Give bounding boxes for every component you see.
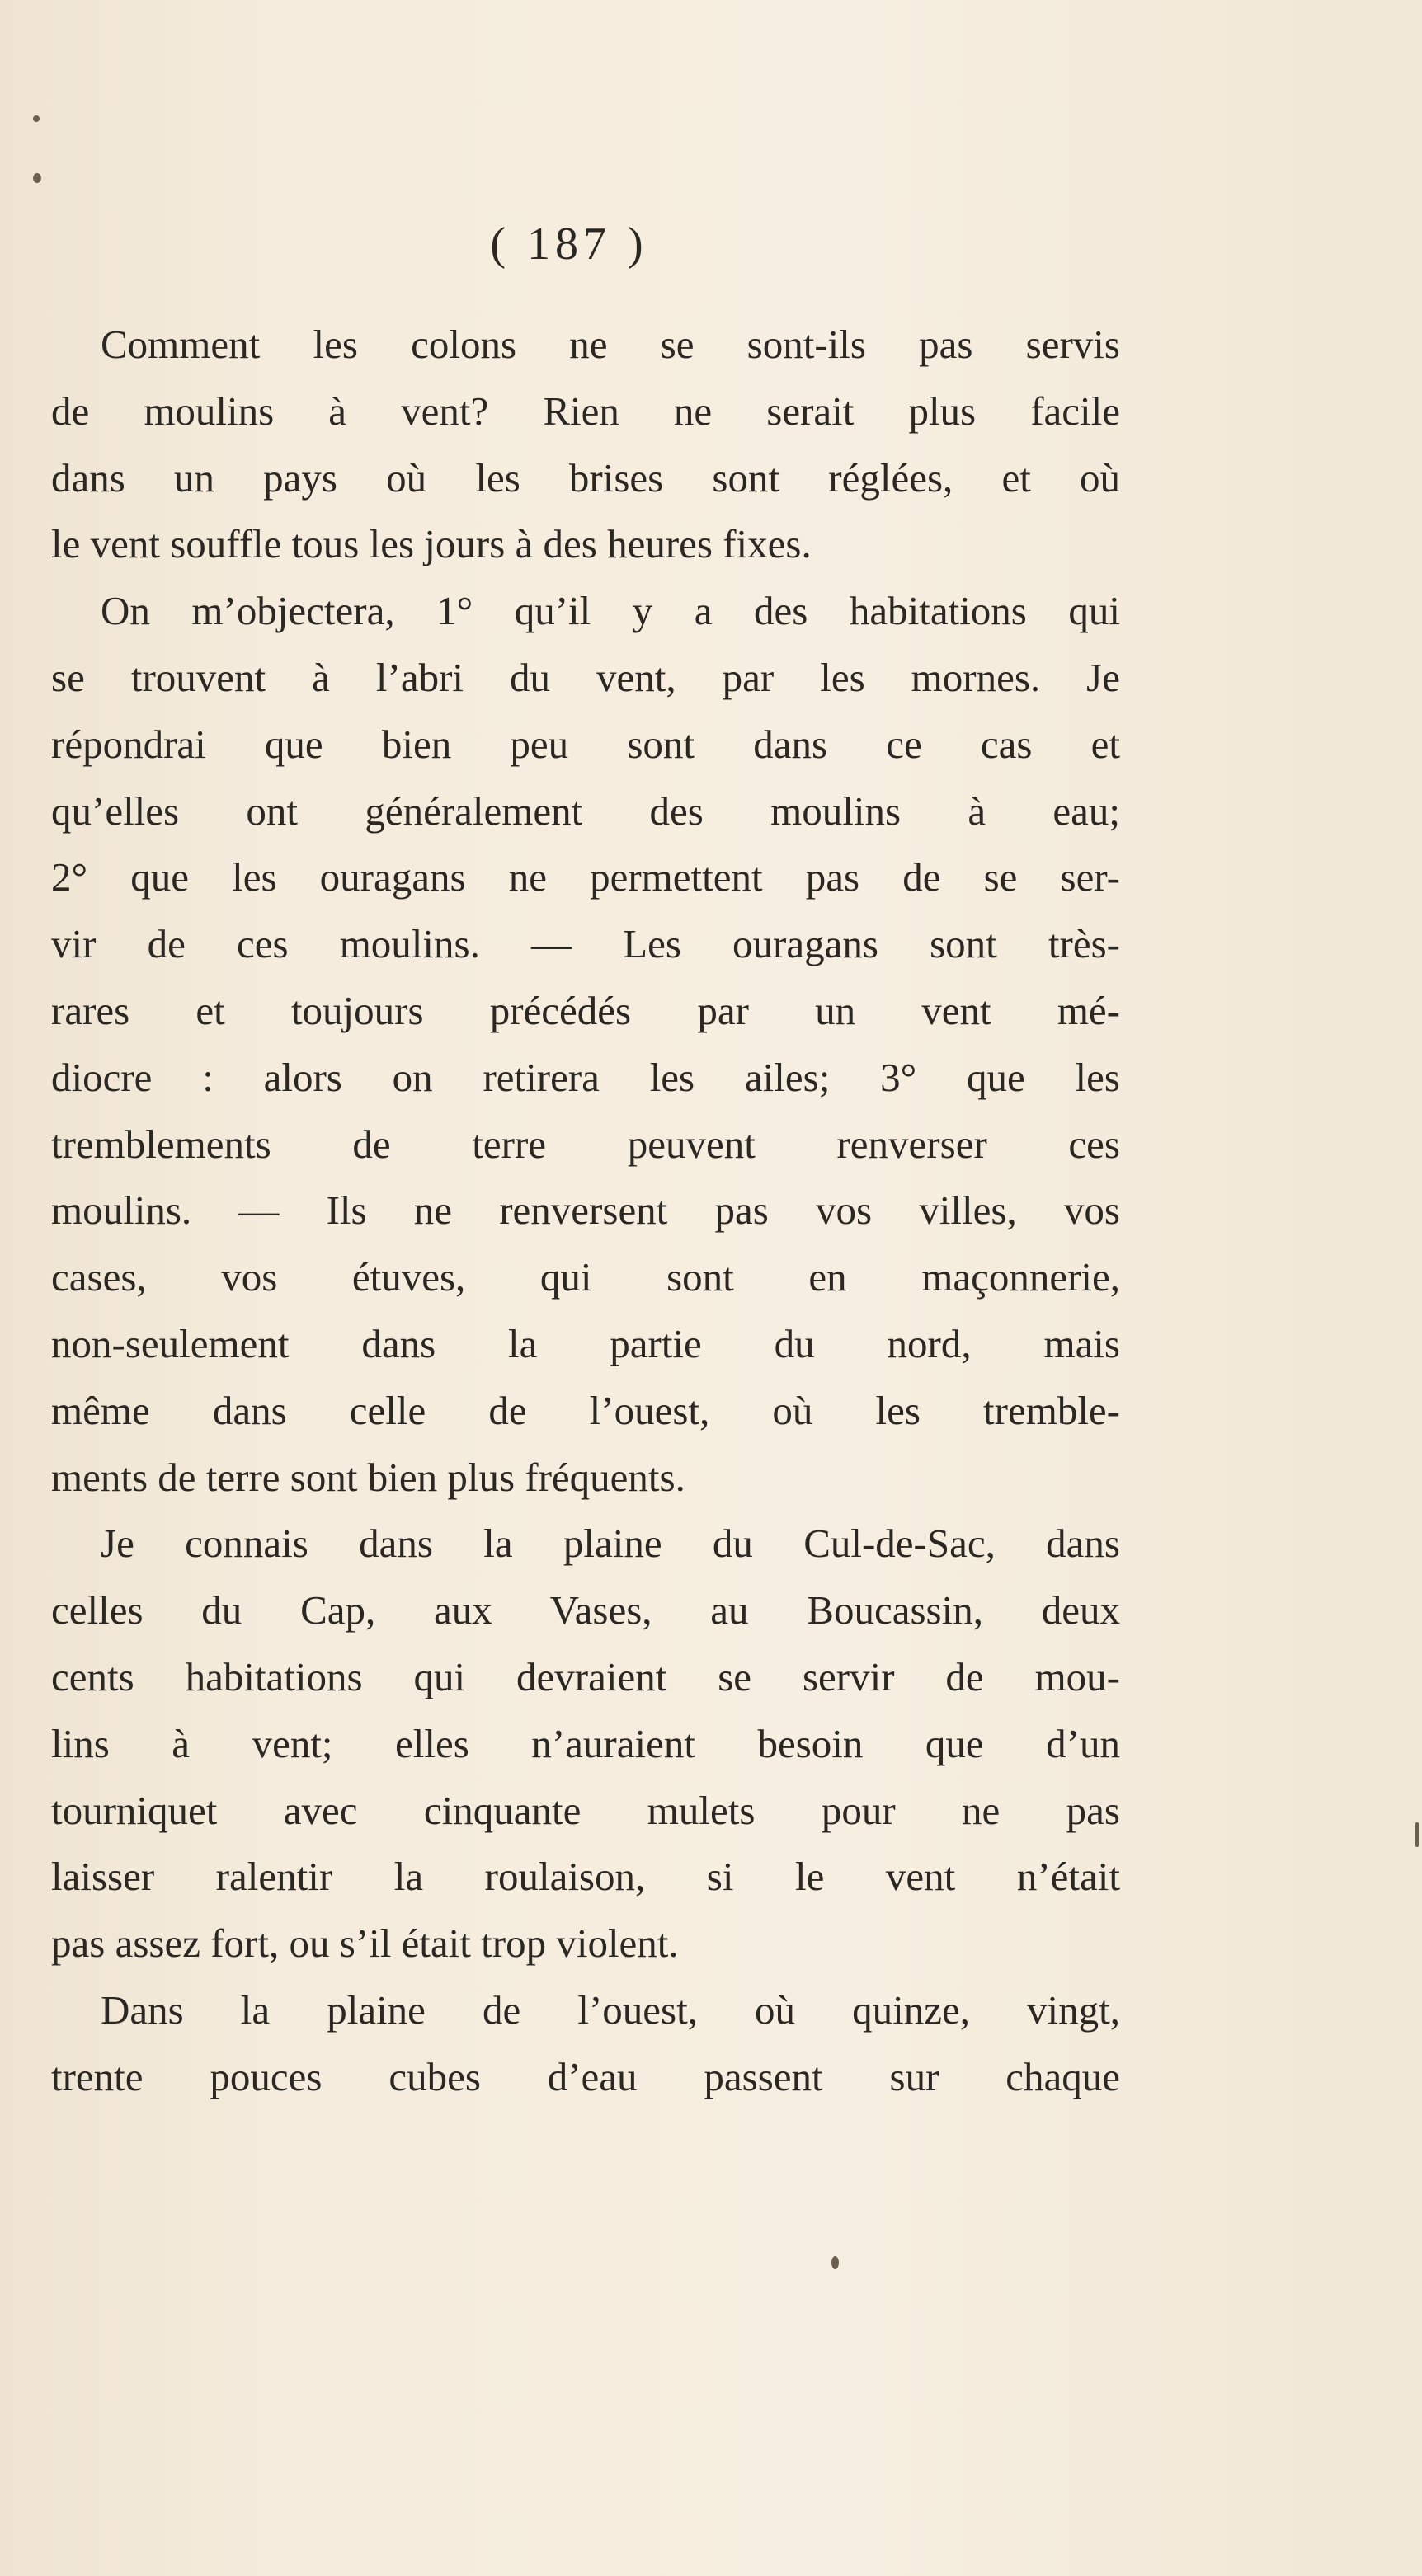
paragraph-3: [51, 1511, 1120, 1977]
paragraph-1: [51, 312, 1120, 578]
text-line: tremblements de terre peuvent renverser ces: [51, 1121, 1120, 1167]
body-text: [51, 312, 1120, 2111]
text-line: ments de terre sont bien plus fréquents.: [51, 1454, 685, 1500]
text-line: cents habitations qui devraient se servir de mou-: [51, 1653, 1120, 1699]
text-line: 2° que les ouragans ne permettent pas de se ser-: [51, 854, 1120, 900]
text-line: lins à vent; elles n’auraient besoin que d’un: [51, 1720, 1120, 1766]
text-line: de moulins à vent? Rien ne serait plus facile: [51, 388, 1120, 434]
paper-speck: [831, 2256, 839, 2269]
text-line: Dans la plaine de l’ouest, où quinze, vingt,: [101, 1986, 1120, 2033]
text-line: tourniquet avec cinquante mulets pour ne pas: [51, 1787, 1120, 1833]
page-number: ( 187 ): [490, 219, 648, 270]
text-line: rares et toujours précédés par un vent mé-: [51, 987, 1120, 1033]
text-line: le vent souffle tous les jours à des heures fixes.: [51, 521, 812, 567]
text-line: répondrai que bien peu sont dans ce cas et: [51, 721, 1120, 767]
text-line: moulins. — Ils ne renversent pas vos villes, vos: [51, 1187, 1120, 1234]
text-line: pas assez fort, ou s’il était trop violent.: [51, 1920, 679, 1967]
paragraph-2: [51, 578, 1120, 1511]
paper-speck: [33, 115, 40, 122]
text-line: se trouvent à l’abri du vent, par les mornes. Je: [51, 654, 1120, 700]
text-line: Je connais dans la plaine du Cul-de-Sac, dans: [101, 1521, 1120, 1567]
text-line: celles du Cap, aux Vases, au Boucassin, deux: [51, 1587, 1120, 1634]
text-line: On m’objectera, 1° qu’il y a des habitations qui: [101, 588, 1120, 634]
text-line: Comment les colons ne se sont-ils pas servis: [101, 322, 1120, 367]
paragraph-4: [51, 1977, 1120, 2111]
text-line: même dans celle de l’ouest, où les tremble-: [51, 1387, 1120, 1433]
text-line: dans un pays où les brises sont réglées, et où: [51, 454, 1120, 501]
text-line: vir de ces moulins. — Les ouragans sont très-: [51, 921, 1120, 967]
paper-speck: [33, 173, 41, 183]
text-line: qu’elles ont généralement des moulins à eau;: [51, 787, 1120, 834]
text-line: diocre : alors on retirera les ailes; 3° que les: [51, 1054, 1120, 1100]
text-line: cases, vos étuves, qui sont en maçonnerie,: [51, 1254, 1120, 1300]
paper-speck: [1415, 1822, 1419, 1847]
text-line: laisser ralentir la roulaison, si le vent n’était: [51, 1854, 1120, 1900]
text-line: trente pouces cubes d’eau passent sur chaque: [51, 2053, 1120, 2099]
text-line: non-seulement dans la partie du nord, mais: [51, 1320, 1120, 1366]
